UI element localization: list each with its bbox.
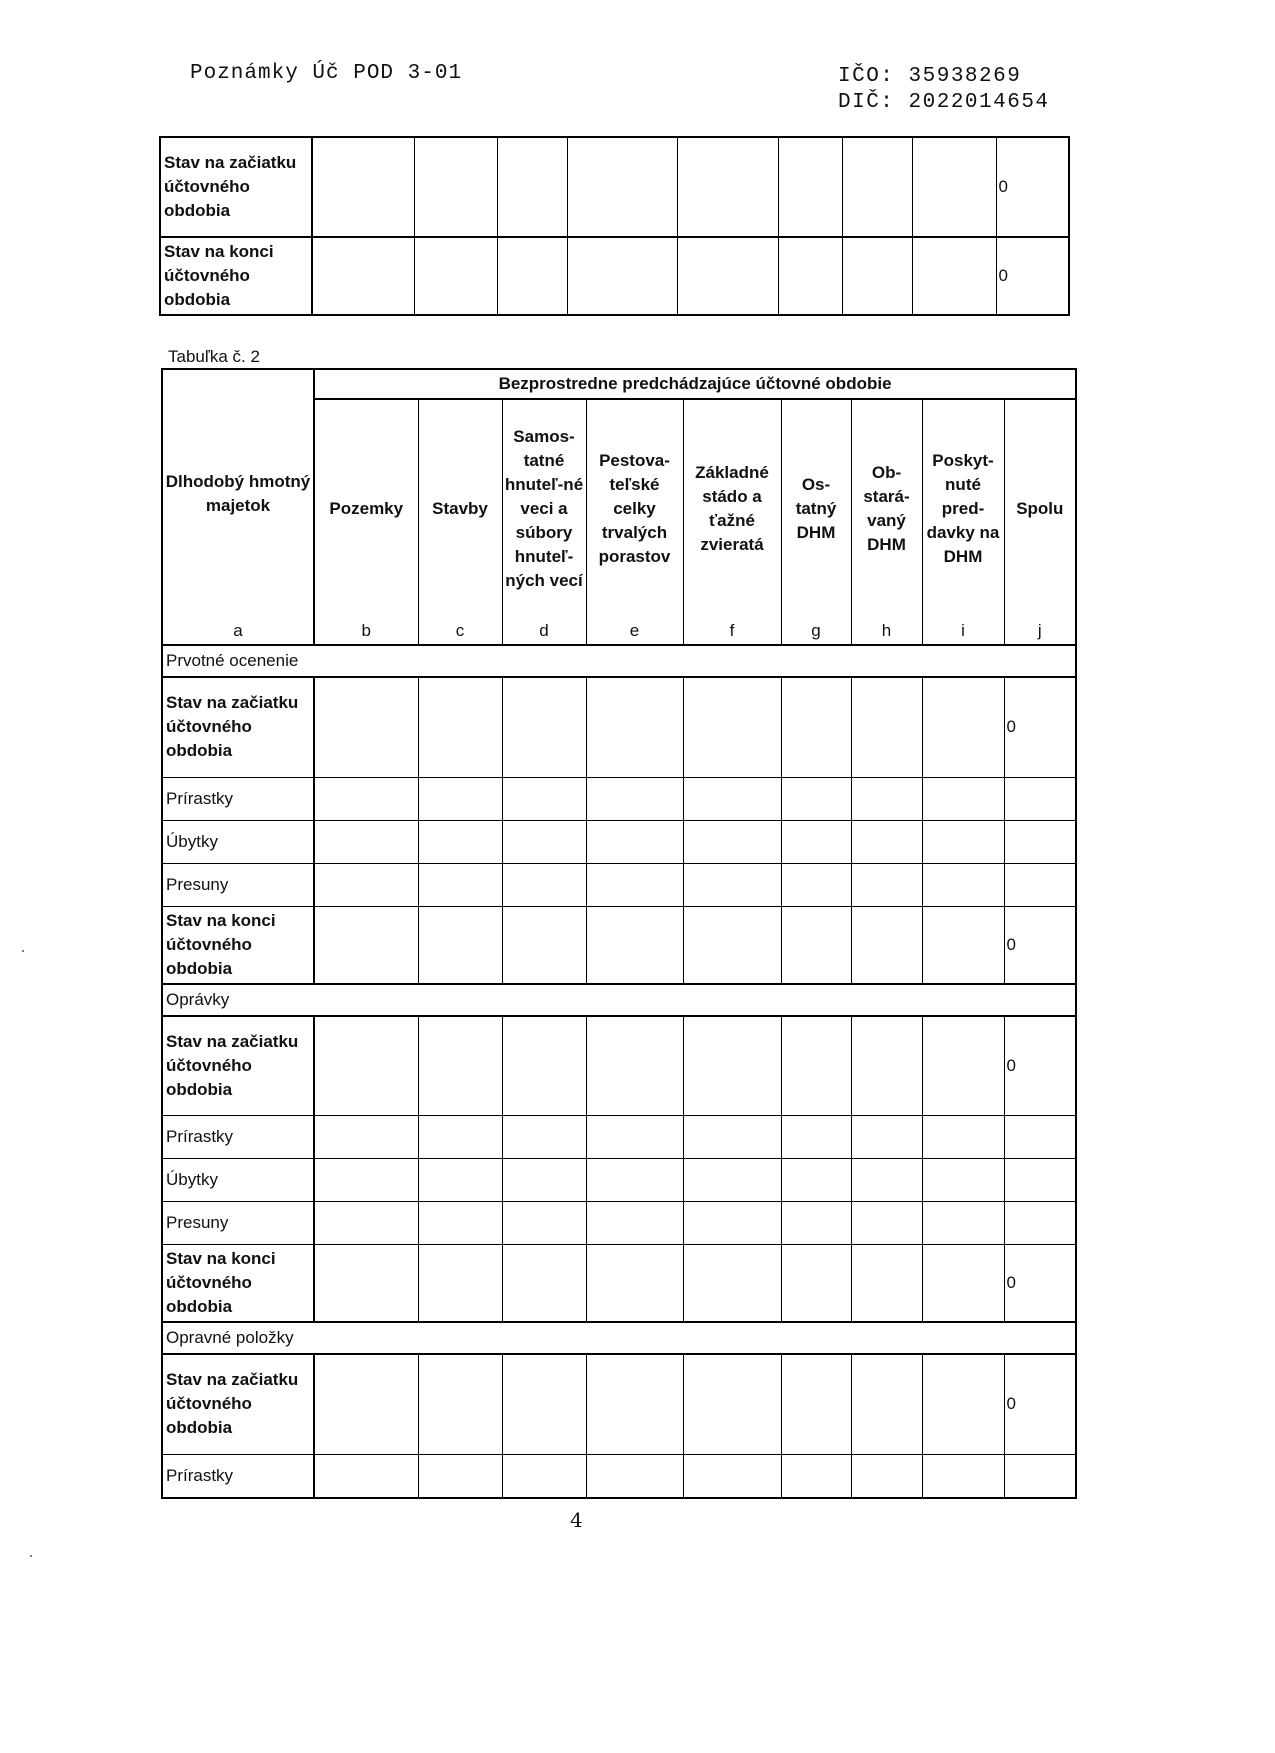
table-row xyxy=(162,1354,1076,1454)
row-label: Stav na začiatku účtovného obdobia xyxy=(160,137,312,237)
table-row xyxy=(162,677,1076,777)
total-value xyxy=(1004,1159,1076,1202)
table-row xyxy=(162,1116,1076,1159)
table-row xyxy=(162,863,1076,906)
section-title: Opravné položky xyxy=(162,1322,1076,1354)
row-label: Prírastky xyxy=(162,777,314,820)
period-header-row xyxy=(162,369,1076,399)
col-header-total: Spolu xyxy=(1004,399,1076,618)
row-label: Stav na začiatku účtovného obdobia xyxy=(162,1016,314,1116)
col-header-livestock: Základné stádo a ťažné zvieratá xyxy=(683,399,781,618)
col-letter: j xyxy=(1004,618,1076,645)
col-letter: e xyxy=(586,618,683,645)
col-letter: f xyxy=(683,618,781,645)
col-header-other: Os-tatný DHM xyxy=(781,399,851,618)
row-label: Stav na konci účtovného obdobia xyxy=(162,906,314,984)
dic-number: DIČ: 2022014654 xyxy=(838,91,1050,114)
row-label: Úbytky xyxy=(162,1159,314,1202)
page-number: 4 xyxy=(570,1508,583,1532)
table-row xyxy=(162,820,1076,863)
col-letter: h xyxy=(851,618,922,645)
total-value: 0 xyxy=(996,137,1069,237)
table-row xyxy=(162,1202,1076,1245)
col-letter: d xyxy=(502,618,586,645)
col-header-acquired: Ob-stará-vaný DHM xyxy=(851,399,922,618)
col-letter: a xyxy=(162,618,314,645)
total-value xyxy=(1004,1202,1076,1245)
col-letter: c xyxy=(418,618,502,645)
table-row xyxy=(162,1159,1076,1202)
table-row xyxy=(162,1245,1076,1323)
section-header xyxy=(162,645,1076,677)
total-value xyxy=(1004,863,1076,906)
table-row xyxy=(162,1016,1076,1116)
ico-number: IČO: 35938269 xyxy=(838,65,1022,88)
col-header-movables: Samos-tatné hnuteľ-né veci a súbory hnuteľ-ných vecí xyxy=(502,399,586,618)
row-label: Presuny xyxy=(162,863,314,906)
table-row xyxy=(162,906,1076,984)
table-caption: Tabuľka č. 2 xyxy=(168,347,260,366)
total-value: 0 xyxy=(1004,677,1076,777)
section-header xyxy=(162,984,1076,1016)
table-row xyxy=(160,237,1069,315)
total-value: 0 xyxy=(1004,1245,1076,1323)
period-header: Bezprostredne predchádzajúce účtovné obdobie xyxy=(314,369,1076,399)
col-letter: g xyxy=(781,618,851,645)
row-label: Presuny xyxy=(162,1202,314,1245)
section-header xyxy=(162,1322,1076,1354)
column-letter-row xyxy=(162,618,1076,645)
section-title: Oprávky xyxy=(162,984,1076,1016)
row-label: Prírastky xyxy=(162,1454,314,1498)
total-value xyxy=(1004,1116,1076,1159)
row-label: Prírastky xyxy=(162,1116,314,1159)
document-title: Poznámky Úč POD 3-01 xyxy=(190,62,463,85)
col-header-plantations: Pestova-teľské celky trvalých porastov xyxy=(586,399,683,618)
row-label: Stav na konci účtovného obdobia xyxy=(162,1245,314,1323)
total-value xyxy=(1004,1454,1076,1498)
table-row xyxy=(162,777,1076,820)
table-row xyxy=(160,137,1069,237)
total-value xyxy=(1004,777,1076,820)
row-label: Stav na začiatku účtovného obdobia xyxy=(162,677,314,777)
total-value: 0 xyxy=(1004,1354,1076,1454)
asset-movements-table xyxy=(161,368,1077,1499)
col-header-advances: Poskyt-nuté pred-davky na DHM xyxy=(922,399,1004,618)
col-header-asset: Dlhodobý hmotný majetok xyxy=(162,369,314,618)
scan-speck xyxy=(30,1555,32,1557)
col-letter: b xyxy=(314,618,418,645)
total-value: 0 xyxy=(1004,906,1076,984)
top-continuation-table xyxy=(159,136,1070,316)
row-label: Stav na začiatku účtovného obdobia xyxy=(162,1354,314,1454)
col-letter: i xyxy=(922,618,1004,645)
total-value xyxy=(1004,820,1076,863)
row-label: Stav na konci účtovného obdobia xyxy=(160,237,312,315)
total-value: 0 xyxy=(1004,1016,1076,1116)
company-ids xyxy=(838,64,1050,116)
col-header-land: Pozemky xyxy=(314,399,418,618)
table-row xyxy=(162,1454,1076,1498)
total-value: 0 xyxy=(996,237,1069,315)
section-title: Prvotné ocenenie xyxy=(162,645,1076,677)
scan-speck xyxy=(22,950,24,952)
col-header-buildings: Stavby xyxy=(418,399,502,618)
row-label: Úbytky xyxy=(162,820,314,863)
